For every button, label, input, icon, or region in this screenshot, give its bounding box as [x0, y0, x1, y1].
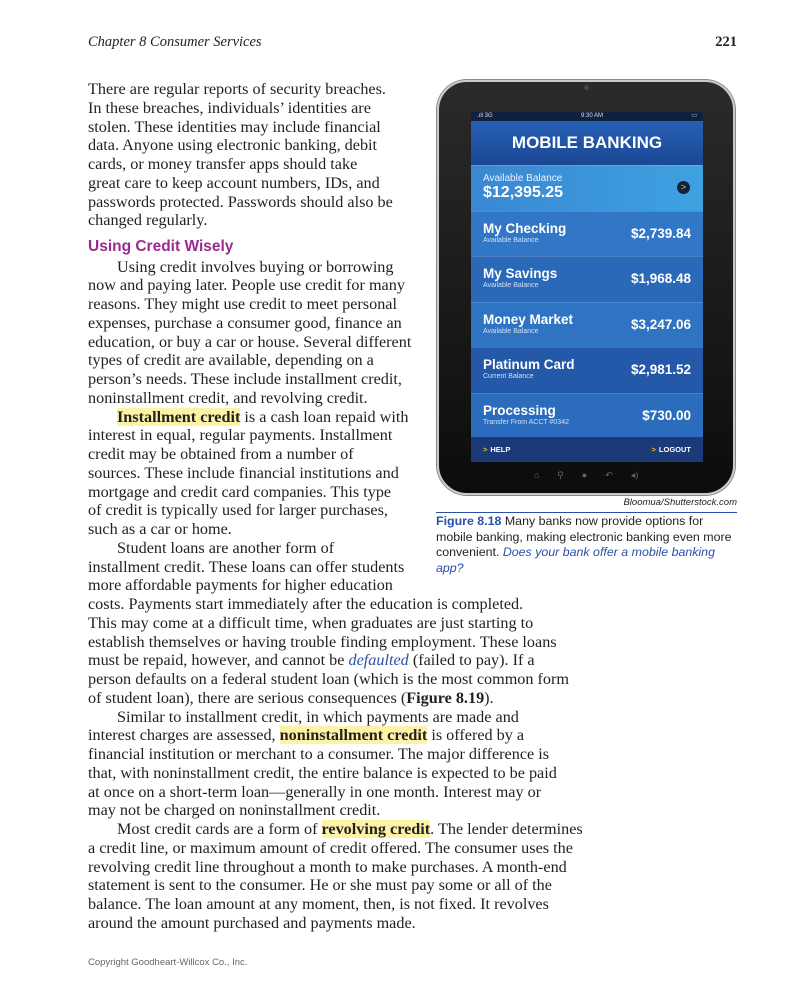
text-segment: cards, or money transfer apps should take	[88, 155, 358, 173]
text-segment: . The lender determines	[430, 820, 583, 838]
text-segment: ).	[484, 688, 494, 707]
text-line	[88, 764, 608, 783]
text-segment: person defaults on a federal student loan (which is the most common form	[88, 670, 570, 688]
chevron-right-icon: >	[651, 445, 656, 454]
text-line	[88, 651, 608, 670]
text-segment: now and paying later. People use credit for many	[88, 276, 405, 295]
text-line	[88, 858, 608, 877]
text-segment: types of credit are available, depending on a	[88, 351, 374, 370]
search-icon: ⚲	[557, 470, 564, 480]
text-line	[88, 914, 608, 933]
chevron-right-icon: >	[483, 445, 488, 454]
tablet-nav-buttons	[439, 470, 733, 481]
text-segment: credit may be obtained from a number of	[88, 445, 354, 463]
account-name: Money Market	[483, 311, 574, 327]
account-amount: $1,968.48	[630, 271, 691, 286]
glossary-term: defaulted	[348, 651, 409, 670]
account-name: My Checking	[483, 220, 567, 236]
logout-link	[652, 437, 691, 462]
text-segment: There are regular reports of security breaches.	[88, 80, 386, 98]
text-line	[88, 783, 608, 802]
caption-text: Many banks now provide options for mobile banking, making electronic banking even more convenient.	[436, 514, 732, 559]
back-icon: ↶	[605, 470, 613, 480]
text-segment: of credit is typically used for larger purchases,	[88, 501, 388, 520]
text-segment: great care to keep account numbers, IDs, and	[88, 173, 380, 192]
available-balance-row	[471, 165, 703, 211]
text-line	[88, 839, 608, 858]
text-segment: reasons. They might use credit to meet personal	[88, 295, 397, 313]
text-segment: sources. These include financial institutions and	[88, 463, 399, 482]
key-term: revolving credit	[321, 820, 431, 838]
text-segment: such as a car or home.	[88, 520, 232, 538]
text-segment: costs. Payments start immediately after the education is completed.	[88, 595, 524, 613]
account-sublabel: Current Balance	[483, 373, 534, 380]
account-name: Processing	[483, 402, 556, 418]
logout-label: LOGOUT	[658, 445, 691, 454]
text-segment: Student loans are another form of	[117, 538, 335, 557]
account-amount: $730.00	[642, 407, 691, 423]
text-segment: mortgage and credit card companies. This type	[88, 482, 392, 501]
text-segment: interest in equal, regular payments. Installment	[88, 426, 393, 445]
text-line	[88, 614, 608, 633]
text-segment: passwords protected. Passwords should also be	[88, 192, 393, 211]
text-segment: data. Anyone using electronic banking, debit	[88, 136, 378, 155]
text-line	[88, 576, 608, 595]
text-segment: is offered by a	[427, 726, 525, 745]
text-segment: Similar to installment credit, in which payments are made and	[117, 707, 519, 726]
text-segment: Using credit involves buying or borrowing	[117, 257, 394, 276]
text-segment: interest charges are assessed,	[88, 726, 280, 745]
text-segment: is a cash loan repaid with	[240, 407, 409, 426]
text-segment: changed regularly.	[88, 211, 208, 230]
account-amount: $3,247.06	[630, 316, 691, 332]
status-time: 9:30 AM	[580, 113, 603, 119]
balance-label: Available Balance	[483, 173, 563, 184]
text-segment: of student loan), there are serious consequences (	[88, 688, 407, 707]
home-button-icon: ●	[581, 470, 588, 480]
text-segment: This may come at a difficult time, when graduates are just starting to	[88, 613, 534, 632]
home-icon: ⌂	[533, 470, 540, 480]
chevron-right-icon: >	[677, 181, 690, 194]
photo-credit: Bloomua/Shutterstock.com	[623, 497, 737, 508]
text-segment: installment credit. These loans can offer students	[88, 557, 405, 576]
text-line	[88, 708, 608, 727]
account-sublabel: Available Balance	[483, 327, 539, 335]
caption-rule	[436, 512, 737, 513]
app-title: MOBILE BANKING	[471, 121, 703, 165]
text-segment: noninstallment credit, and revolving credit.	[88, 388, 368, 407]
text-segment: more affordable payments for higher education	[88, 576, 393, 595]
text-segment: revolving credit line throughout a month to make purchases. A month-end	[88, 857, 567, 876]
text-segment: Most credit cards are a form of	[117, 820, 322, 838]
running-header: Chapter 8 Consumer Services	[88, 34, 262, 50]
text-line	[88, 726, 608, 745]
volume-icon: ◂)	[630, 470, 639, 480]
account-name: My Savings	[483, 266, 558, 281]
text-segment: In these breaches, individuals’ identities are	[88, 98, 371, 117]
account-row	[471, 211, 703, 257]
tablet-photo	[437, 80, 735, 495]
account-row	[471, 302, 703, 348]
account-sublabel: Transfer From ACCT #0342	[483, 418, 569, 426]
balance-amount: $12,395.25	[483, 184, 564, 201]
text-segment: financial institution or merchant to a consumer. The major difference is	[88, 745, 550, 763]
copyright-footer: Copyright Goodheart-Willcox Co., Inc.	[88, 957, 248, 968]
account-sublabel: Available Balance	[483, 282, 539, 289]
figure-label: Figure 8.18	[436, 514, 502, 528]
account-amount: $2,981.52	[630, 362, 691, 377]
account-sublabel: Available Balance	[483, 236, 539, 244]
key-term: Installment credit	[117, 407, 241, 426]
help-link	[483, 437, 510, 462]
text-line	[88, 820, 608, 839]
text-segment: around the amount purchased and payments made.	[88, 913, 416, 932]
text-line	[88, 876, 608, 895]
page-number: 221	[715, 34, 737, 50]
text-segment: expenses, purchase a consumer good, finance an	[88, 313, 402, 332]
text-segment: statement is sent to the consumer. He or she must pay some or all of the	[88, 876, 552, 895]
text-segment: at once on a short-term loan—generally in one month. Interest may or	[88, 782, 542, 801]
account-amount: $2,739.84	[630, 225, 691, 241]
figure-caption	[436, 514, 741, 576]
signal-icon: .ıll 3G	[477, 113, 493, 119]
text-line	[88, 670, 608, 689]
text-line	[88, 633, 608, 652]
text-segment: a credit line, or maximum amount of credit offered. The consumer uses the	[88, 838, 573, 857]
key-term: noninstallment credit	[279, 726, 428, 745]
caption-question: Does your bank offer a mobile banking app?	[436, 545, 715, 575]
text-segment: must be repaid, however, and cannot be	[88, 651, 349, 670]
text-segment: (failed to pay). If a	[408, 651, 535, 670]
text-segment: stolen. These identities may include financial	[88, 117, 381, 136]
text-segment: person’s needs. These include installment credit,	[88, 370, 402, 388]
battery-icon: ▭	[691, 113, 697, 119]
text-segment: that, with noninstallment credit, the entire balance is expected to be paid	[88, 763, 557, 782]
text-segment: establish themselves or having trouble finding employment. These loans	[88, 632, 557, 651]
text-line	[88, 745, 608, 764]
text-segment: education, or buy a car or house. Several different	[88, 332, 412, 351]
camera-dot	[584, 85, 589, 90]
text-segment: may not be charged on noninstallment credit.	[88, 801, 381, 820]
app-footer	[471, 437, 703, 462]
text-line	[88, 895, 608, 914]
section-heading: Using Credit Wisely	[88, 238, 234, 255]
account-name: Platinum Card	[483, 357, 575, 372]
account-row	[471, 393, 703, 439]
text-line	[88, 689, 608, 708]
help-label: HELP	[490, 445, 511, 454]
status-bar	[471, 112, 703, 121]
text-segment: balance. The loan amount at any moment, then, is not fixed. It revolves	[88, 895, 549, 913]
mobile-banking-screen	[471, 112, 703, 462]
account-row	[471, 347, 703, 393]
text-line	[88, 801, 608, 820]
text-line	[88, 595, 608, 614]
account-row	[471, 256, 703, 302]
figure-reference: Figure 8.19	[406, 688, 485, 707]
